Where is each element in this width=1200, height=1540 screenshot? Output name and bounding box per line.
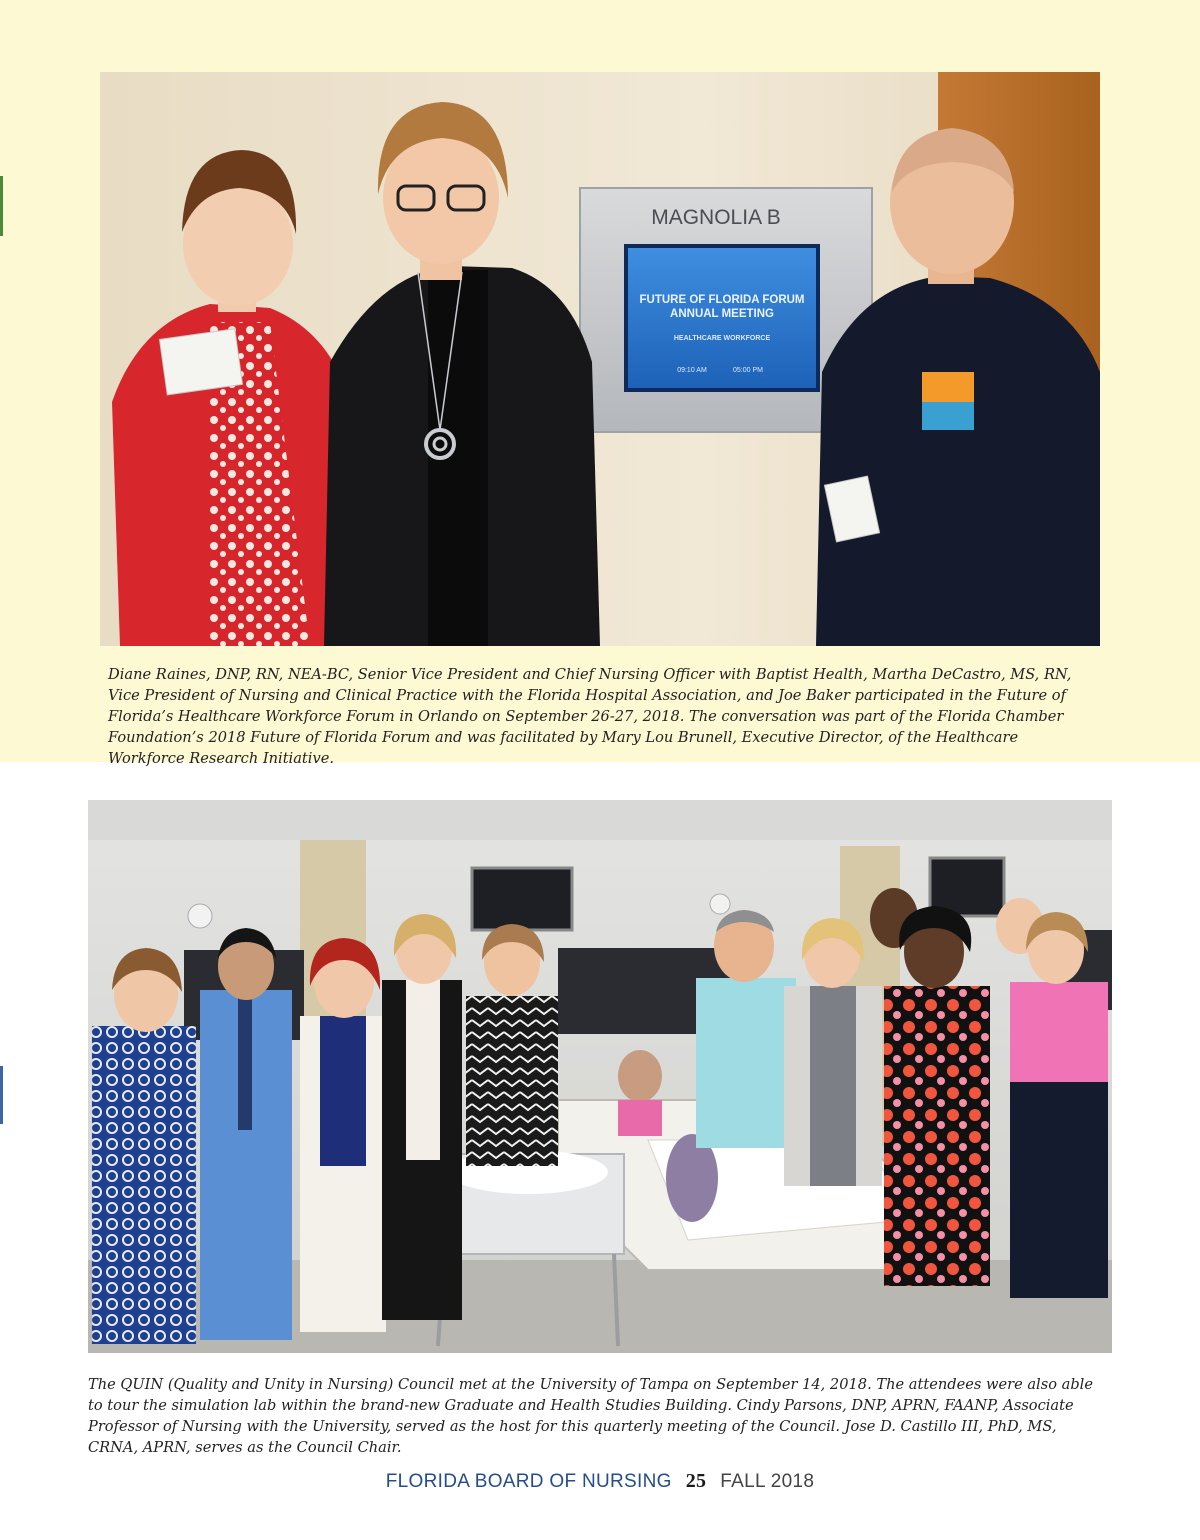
page-edge-mark bbox=[0, 176, 3, 236]
publication-name: FLORIDA BOARD OF NURSING bbox=[385, 1471, 672, 1492]
bottom-photo-caption: The QUIN (Quality and Unity in Nursing) Council met at the University of Tampa on September 14, 2018. The attendees were also able to tour the simulation lab within the brand-new Graduate and Health Studies Building. Cindy Parsons, DNP, APRN, FAANP, Associate Professor of Nursing with the University, served as the host for this quarterly meeting of the Council. Jose D. Castillo III, PhD, MS, CRNA, APRN, serves as the Council Chair. bbox=[88, 1376, 1093, 1456]
sign-event-line2: ANNUAL MEETING bbox=[670, 308, 774, 320]
page-footer bbox=[0, 1470, 1200, 1504]
sign-event-line1: FUTURE OF FLORIDA FORUM bbox=[639, 294, 805, 306]
top-photo-caption: Diane Raines, DNP, RN, NEA-BC, Senior Vice President and Chief Nursing Officer with Baptist Health, Martha DeCastro, MS, RN, Vice President of Nursing and Clinical Practice with the Florida Hospital Association, and Joe Baker participated in the Future of Florida’s Healthcare Workforce Forum in Orlando on September 26-27, 2018. The conversation was part of the Florida Chamber Foundation’s 2018 Future of Florida Forum and was facilitated by Mary Lou Brunell, Executive Director, of the Healthcare Workforce Research Initiative. bbox=[108, 666, 1072, 767]
sign-start-time: 09:10 AM bbox=[677, 367, 707, 374]
sign-room-name: MAGNOLIA B bbox=[651, 206, 781, 229]
forum-group-photo bbox=[100, 72, 1100, 646]
sign-event-line3: HEALTHCARE WORKFORCE bbox=[673, 335, 771, 342]
page-number: 25 bbox=[685, 1470, 707, 1492]
sign-end-time: 05:00 PM bbox=[733, 367, 763, 374]
page-edge-mark bbox=[0, 1066, 3, 1124]
simulation-lab-group-photo bbox=[88, 800, 1112, 1353]
issue-label: FALL 2018 bbox=[720, 1471, 815, 1492]
